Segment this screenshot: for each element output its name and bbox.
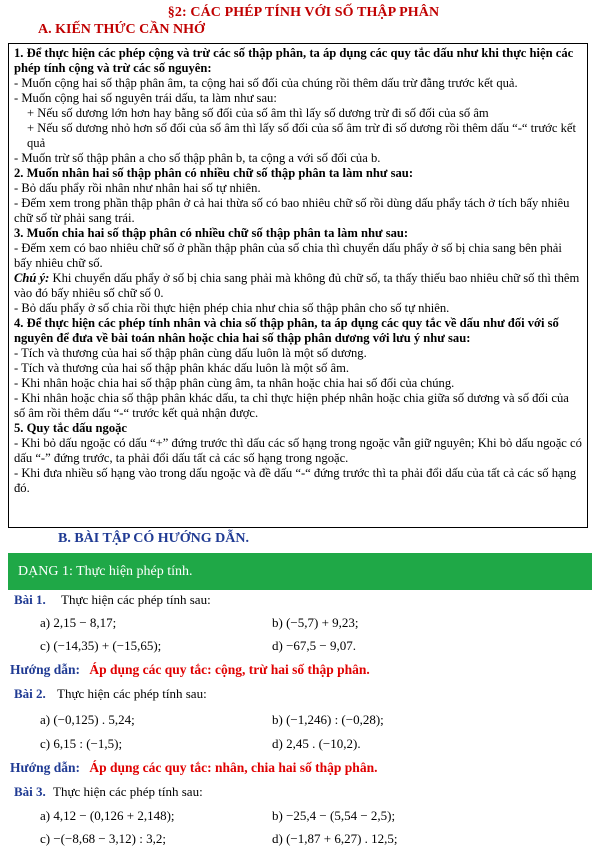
exercise-1-item-d: d) −67,5 − 9,07. [272, 638, 356, 653]
rule-1-subline: + Nếu số dương nhỏ hơn số đối của số âm thì lấy số đối của số âm trừ đi số dương rồi thêm dấu “-“ trước kết quả [27, 121, 576, 150]
rule-2-heading: 2. Muốn nhân hai số thập phân có nhiều chữ số thập phân ta làm như sau: [14, 166, 414, 180]
exercise-1-header [14, 592, 211, 608]
guide-1 [10, 662, 370, 678]
exercise-text: Thực hiện các phép tính sau: [57, 686, 207, 701]
rule-3-note [14, 271, 582, 301]
page-title: §2: CÁC PHÉP TÍNH VỚI SỐ THẬP PHÂN [167, 5, 440, 20]
guide-text: Áp dụng các quy tắc: cộng, trừ hai số thập phân. [89, 662, 370, 677]
exercise-1-item-c: c) (−14,35) + (−15,65); [40, 638, 162, 653]
note-label: Chú ý: [14, 271, 50, 285]
exercise-3-item-c: c) −(−8,68 − 3,12) : 3,2; [40, 831, 166, 846]
rule-4-line: - Tích và thương của hai số thập phân khác dấu luôn là một số âm. [14, 361, 350, 375]
guide-label: Hướng dẫn: [10, 662, 80, 677]
guide-label: Hướng dẫn: [10, 760, 80, 775]
rule-1-line: - Muốn cộng hai số thập phân âm, ta cộng hai số đối của chúng rồi thêm dấu trừ đằng trước kết quả. [14, 76, 518, 90]
exercise-2-item-a: a) (−0,125) . 5,24; [40, 712, 135, 727]
rule-2-line: - Bỏ dấu phẩy rồi nhân như nhân hai số tự nhiên. [14, 181, 261, 195]
rule-1-subline: + Nếu số dương lớn hơn hay bằng số đối của số âm thì lấy số dương trừ đi số đối của số âm [27, 106, 489, 120]
rule-4-line: - Tích và thương của hai số thập phân cùng dấu luôn là một số dương. [14, 346, 367, 360]
rule-3-line: - Bỏ dấu phẩy ở số chia rồi thực hiện phép chia như chia số thập phân cho số tự nhiên. [14, 301, 450, 315]
exercise-label: Bài 3. [14, 784, 46, 799]
exercise-3-item-a: a) 4,12 − (0,126 + 2,148); [40, 808, 175, 823]
note-text: Khi chuyển dấu phẩy ở số bị chia sang phải mà không đủ chữ số, ta thấy thiếu bao nhiêu chữ số thì thêm vào đó bấy nhiêu số chữ số 0. [14, 271, 580, 300]
rule-1-line: - Muốn trừ số thập phân a cho số thập phân b, ta cộng a với số đối của b. [14, 151, 381, 165]
rule-1-line: - Muốn cộng hai số nguyên trái dấu, ta làm như sau: [14, 91, 277, 105]
guide-2 [10, 760, 377, 776]
rule-4-line: - Khi nhân hoặc chia số thập phân khác dấu, ta chỉ thực hiện phép nhân hoặc chia giữa số dương và số đối của số âm rồi thêm dấu “-“ trước kết quả nhận được. [14, 391, 569, 420]
rule-5-line: - Khi đưa nhiều số hạng vào trong dấu ngoặc và đề dấu “-“ đứng trước thì ta phải đổi dấu của tất cả các số hạng đó. [14, 466, 577, 495]
dang-1-banner: DẠNG 1: Thực hiện phép tính. [8, 553, 592, 590]
section-b-heading: B. BÀI TẬP CÓ HƯỚNG DẪN. [58, 531, 249, 546]
guide-text: Áp dụng các quy tắc: nhân, chia hai số thập phân. [89, 760, 378, 775]
exercise-2-item-b: b) (−1,246) : (−0,28); [272, 712, 384, 727]
exercise-2-item-d: d) 2,45 . (−10,2). [272, 736, 361, 751]
rule-1-heading: 1. Để thực hiện các phép cộng và trừ các số thập phân, ta áp dụng các quy tắc dấu như khi thực hiện các phép tính cộng và trừ các số nguyên: [14, 46, 574, 75]
rule-4-line: - Khi nhân hoặc chia hai số thập phân cùng âm, ta nhân hoặc chia hai số đối của chúng. [14, 376, 455, 390]
knowledge-box [8, 43, 588, 528]
exercise-3-item-b: b) −25,4 − (5,54 − 2,5); [272, 808, 396, 823]
exercise-text: Thực hiện các phép tính sau: [61, 592, 211, 607]
exercise-2-item-c: c) 6,15 : (−1,5); [40, 736, 123, 751]
section-a-heading: A. KIẾN THỨC CẦN NHỚ [38, 22, 205, 37]
exercise-1-item-b: b) (−5,7) + 9,23; [272, 615, 359, 630]
rule-3-line: - Đếm xem có bao nhiêu chữ số ở phần thập phân của số chia thì chuyển dấu phẩy ở số bị chia sang bên phải bấy nhiêu chữ số. [14, 241, 562, 270]
exercise-label: Bài 1. [14, 592, 46, 607]
exercise-3-item-d: d) (−1,87 + 6,27) . 12,5; [272, 831, 398, 846]
exercise-label: Bài 2. [14, 686, 46, 701]
rule-5-line: - Khi bỏ dấu ngoặc có dấu “+” đứng trước thì dấu các số hạng trong ngoặc vẫn giữ nguyên; Khi bỏ dấu ngoặc có dấu “-” đứng trước, ta phải đổi dấu tất cả các số hạng trong ngoặc. [14, 436, 582, 465]
rule-5-heading: 5. Quy tắc dấu ngoặc [14, 421, 128, 435]
exercise-1-item-a: a) 2,15 − 8,17; [40, 615, 117, 630]
rule-3-heading: 3. Muốn chia hai số thập phân có nhiều chữ số thập phân ta làm như sau: [14, 226, 409, 240]
rule-2-line: - Đếm xem trong phần thập phân ở cả hai thừa số có bao nhiêu chữ số rồi dùng dấu phẩy tách ở tích bấy nhiêu chữ số từ phải sang trái. [14, 196, 570, 225]
exercise-text: Thực hiện các phép tính sau: [53, 784, 203, 799]
exercise-3-header [14, 784, 203, 800]
rule-4-heading: 4. Để thực hiện các phép tính nhân và chia số thập phân, ta áp dụng các quy tắc về dấu như đối với số nguyên để đưa về bài toán nhân hoặc chia hai số thập phân dương với lưu ý như sau: [14, 316, 559, 345]
exercise-2-header [14, 686, 207, 702]
